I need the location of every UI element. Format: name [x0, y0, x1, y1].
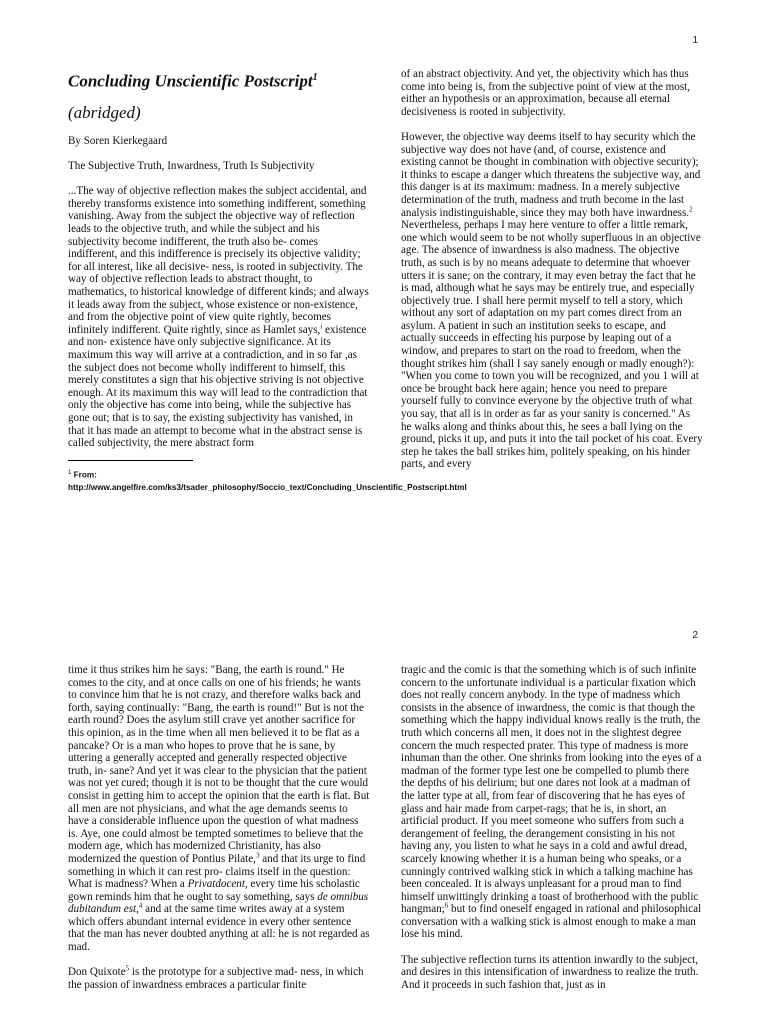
document-subtitle: (abridged)	[68, 103, 141, 123]
document-title: Concluding Unscientific Postscript$^1$	[68, 71, 318, 91]
right-column	[401, 664, 703, 991]
author-line: By Soren Kierkegaard	[68, 134, 168, 147]
footnote-url[interactable]: http://www.angelfire.com/ks3/tsader_philosophy/Soccio_text/Concluding_Unscientific_Postscript.html	[68, 483, 467, 493]
body-paragraph: ...The way of objective reflection makes the subject accidental, and thereby transforms existence into something indifferent, something vanishing. Away from the subject the objective way of reflection leads to the objective truth, and while the subject and his subjectivity become indifferent, the truth also be- comes indifferent, and this indifference is precisely its objective validity; for all interest, like all decisive- ness, is rooted in subjectivity. The way of objective reflection leads to abstract thought, to mathematics, to historical knowledge of different kinds; and always it leads away from the subject, whose existence or non-existence, and from the objective point of view quite rightly, becomes infinitely indifferent. Quite rightly, since as Hamlet says,$^i$ existence and non- existence have only subjective significance. At its maximum this way will arrive at a contradiction, and in so far ,as the subject does not become wholly indifferent to himself, this merely constitutes a sign that his objective striving is not objective enough. At its maximum this way will lead to the contradiction that only the objective has come into being, while the subjective has gone out; that is to say, the existing subjectivity has vanished, in that it has made an attempt to become what in the abstract sense is called subjectivity, the mere abstract form	[68, 185, 369, 450]
body-paragraph: of an abstract objectivity. And yet, the objectivity which has thus come into being is, from the subjective point of view at the most, either an hypothesis or an approximation, because all eternal decisiveness is rooted in subjectivity.	[401, 68, 690, 118]
footnote-mark: 2	[689, 204, 693, 213]
body-paragraph: However, the objective way deems itself to hay security which the subjective way does not have (and, of course, existence and existing cannot be thought in combination with objective security); it thinks to escape a danger which threatens the subjective way, and this danger is at its maximum: madness. In a merely subjective determination of the truth, madness and truth become in the last analysis indistinguishable, since they may both have inwardness.$^2$ Nevertheless, perhaps I may here venture to offer a little remark, one which would seem to be not wholly superfluous in an objective age. The absence of inwardness is also madness. The objective truth, as such is by no means adequate to determine that whoever utters it is sane; on the contrary, it may even betray the fact that he is mad, although what he says may be entirely true, and especially objectively true. I shall here permit myself to tell a story, which without any sort of adaptation on my part comes direct from an asylum. A patient in such an institution seeks to escape, and actually succeeds in effecting his purpose by leaping out of a window, and prepares to start on the road to freedom, when the thought strikes him (shall I say sanely enough or madly enough?): "When you come to town you will be recognized, and you 1 will at once be brought back here again; hence you need to prepare yourself fully to convince everyone by the objective truth of what you say, that all is in order as far as your sanity is concerned." As he walks along and thinks about this, he sees a ball lying on the ground, picks it up, and puts it into the tail pocket of his coat. Every step he takes the ball strikes him, politely speaking, on his hinder parts, and every	[401, 130, 703, 471]
page-2	[0, 600, 768, 1024]
page-number: 2	[692, 630, 698, 641]
left-column	[68, 664, 370, 991]
left-column	[68, 68, 467, 494]
page-number: 1	[692, 35, 698, 46]
body-paragraph: The subjective reflection turns its attention inwardly to the subject, and desires in this intensification of inwardness to realize the truth. And it proceeds in such fashion that, just as in	[401, 953, 699, 991]
footnote-mark: 6	[444, 901, 449, 910]
footnote-divider	[68, 460, 193, 461]
footnote-mark: 4	[138, 901, 143, 910]
body-paragraph: time it thus strikes him he says: "Bang, the earth is round." He comes to the city, and at once calls on one of his friends; he wants to convince him that he is not crazy, and therefore walks back and forth, saying continually: "Bang, the earth is round!" But is not the earth round? Does the asylum still crave yet another sacrifice for this opinion, as in the time when all men believed it to be flat as a pancake? Or is a man who hopes to prove that he is sane, by uttering a generally accepted and generally respected objective truth, in- sane? And yet it was clear to the physician that the patient was not yet cured; though it is not to be thought that the cure would consist in getting him to accept the opinion that the earth is flat. But all men are not physicians, and what the age demands seems to have a considerable influence upon the question of what madness is. Aye, one could almost be tempted sometimes to believe that the modern age, which has modernized Christianity, has also modernized the question of Pontius Pilate,$^3$ and that its urge to find something in which it can rest pro- claims itself in the question: What is madness? When a Privatdocent, every time his scholastic gown reminds him that he ought to say something, says de omnibus dubitandum est,$^4$ and at the same time writes away at a system which offers abundant internal evidence in every other sentence that the man has never doubted anything at all: he is not regarded as mad.	[68, 664, 370, 954]
footnote: $^1$ From: http://www.angelfire.com/ks3/tsader_philosophy/Soccio_text/Concluding_Unscientific_Postscript.html	[68, 469, 467, 493]
title-footnote-mark: 1	[312, 72, 318, 83]
body-paragraph: Don Quixote$^5$ is the prototype for a subjective mad- ness, in which the passion of inwardness embraces a particular finite	[68, 964, 364, 991]
body-paragraph: tragic and the comic is that the something which is of such infinite concern to the unfortunate individual is a particular fixation which does not really concern anybody. In the type of madness which consists in the absence of inwardness, the comic is that though the something which the happy individual knows really is the truth, the truth which concerns all men, it does not in the slightest degree concern the much respected prater. This type of madness is more inhuman than the other. One shrinks from looking into the eyes of a madman of the former type lest one be compelled to plumb there the depths of his delirium; but one dares not look at a madman of the latter type at all, from fear of discovering that he has eyes of glass and hair made from carpet-rags; that he is, in short, an artificial product. If you meet someone who suffers from such a derangement of feeling, the derangement consisting in his not having any, you listen to what he says in a cold and awful dread, scarcely knowing whether it is a human being who speaks, or a cunningly contrived walking stick in which a talking machine has been concealed. It is always unpleasant for a proud man to find himself unwittingly drinking a toast of brotherhood with the public hangman;$^6$ but to find oneself engaged in rational and philosophical conversation with a walking stick is almost enough to make a man lose his mind.	[401, 664, 702, 941]
footnote-mark: 5	[125, 964, 130, 973]
right-column	[401, 68, 703, 471]
section-heading: The Subjective Truth, Inwardness, Truth Is Subjectivity	[68, 160, 315, 173]
footnote-mark: 3	[255, 851, 260, 860]
footnote-mark: i	[320, 322, 323, 331]
